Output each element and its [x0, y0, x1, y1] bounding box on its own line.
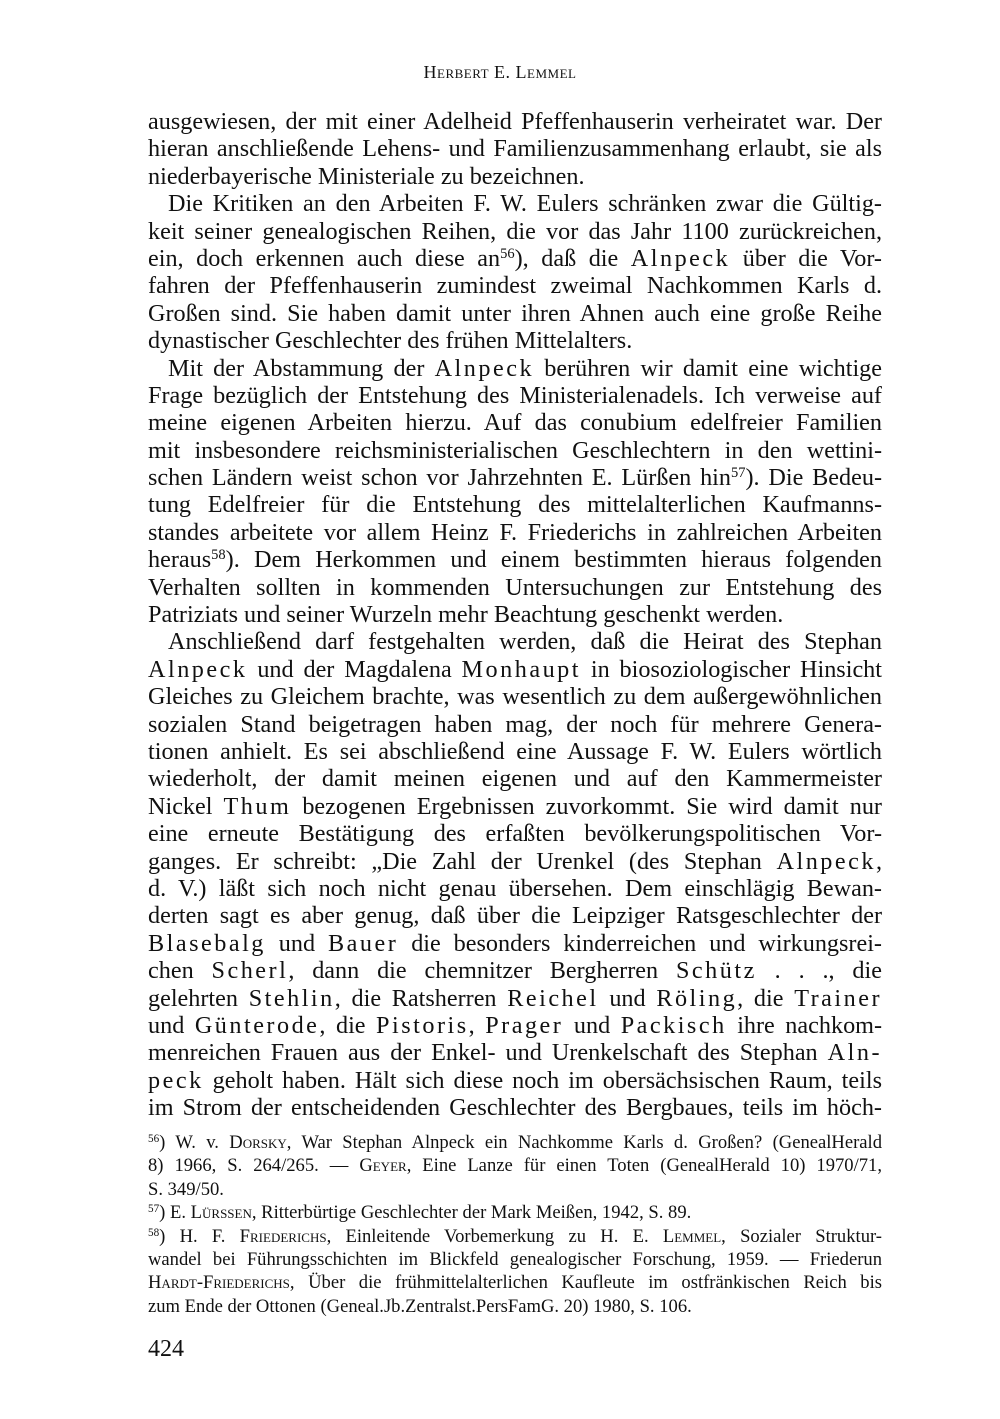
text-run: , — [468, 1011, 486, 1039]
footnote-ref: 58 — [211, 547, 226, 564]
text-run: ein, doch erkennen auch diese an — [148, 244, 501, 272]
text-run: ) W. v. — [159, 1132, 230, 1153]
text-line — [148, 1012, 882, 1039]
text-run: ), daß die — [514, 244, 631, 272]
text-line — [148, 300, 882, 327]
footnote-line — [148, 1295, 882, 1318]
text-run: wandel bei Führungsschichten im Blickfeld genealogischer Forschung, 1959. — Friederun — [148, 1248, 882, 1270]
text-run: ihre nachkom- — [726, 1011, 882, 1039]
footnote-line — [148, 1154, 882, 1177]
text-run: fahren der Pfeffenhauserin zumindest zweimal Nachkommen Karls d. — [148, 272, 882, 300]
text-run: Gleiches zu Gleichem brachte, was wesentlich zu dem außergewöhnlichen — [148, 683, 882, 711]
text-run: schen Ländern weist schon vor Jahrzehnten E. Lürßen hin — [148, 464, 731, 492]
spaced-name: Günterode — [194, 1011, 320, 1039]
text-line — [148, 546, 882, 573]
text-run: heraus — [148, 546, 212, 574]
author-name: Dorsky — [229, 1132, 287, 1153]
spaced-name: Aln- — [827, 1039, 882, 1067]
text-line — [148, 135, 882, 162]
text-line — [148, 875, 882, 902]
text-run: , Eine Lanze für einen Toten (GenealHerald 10) 1970/71, — [406, 1155, 882, 1177]
text-run: zum Ende der Ottonen (Geneal.Jb.Zentralst.PersFamG. 20) 1980, S. 106. — [148, 1295, 692, 1317]
text-line — [148, 930, 882, 957]
text-run: dynastischer Geschlechter des frühen Mittelalters. — [148, 327, 633, 355]
spaced-name: Prager — [485, 1011, 564, 1039]
text-line — [148, 218, 882, 245]
text-run: ). Die Bedeu- — [745, 464, 882, 492]
text-line — [148, 491, 882, 518]
text-run: Großen sind. Sie haben damit unter ihren Ahnen auch eine große Reihe — [148, 299, 882, 327]
text-run: wiederholt, der damit meinen eigenen und auf den Kammermeister — [148, 765, 882, 793]
text-line — [148, 738, 882, 765]
text-run: . . ., die — [756, 957, 882, 985]
text-line — [148, 765, 882, 792]
text-run: , dann die chemnitzer Bergherren — [288, 957, 676, 985]
footnote-ref: 56 — [500, 245, 515, 262]
text-line — [148, 601, 882, 628]
text-run: Mit der Abstammung der — [168, 354, 435, 382]
author-name: Friederichs — [239, 1225, 327, 1247]
text-run: ). Dem Herkommen und einem bestimmten hieraus folgenden — [225, 546, 882, 574]
text-line — [148, 163, 882, 190]
spaced-name: peck — [148, 1066, 204, 1094]
text-line — [148, 656, 882, 683]
text-line — [148, 711, 882, 738]
spaced-name: Stehlin — [248, 984, 335, 1012]
text-line — [148, 902, 882, 929]
text-run: ganges. Er schreibt: „Die Zahl der Urenkel (des Stephan — [148, 847, 777, 875]
spaced-name: Reichel — [507, 984, 599, 1012]
spaced-name: Thum — [223, 792, 292, 820]
footnote-line — [148, 1271, 882, 1294]
footnote-line — [148, 1225, 882, 1248]
text-run: und — [148, 1011, 195, 1039]
text-line — [148, 108, 882, 135]
text-run: und — [598, 984, 657, 1012]
spaced-name: Pistoris — [376, 1011, 469, 1039]
text-run: gelehrten — [148, 984, 249, 1012]
text-run: tung Edelfreier für die Entstehung des mittelalterlichen Kaufmanns- — [148, 491, 882, 519]
text-line — [148, 1067, 882, 1094]
text-run: die besonders kinderreichen und wirkungsrei- — [398, 929, 882, 957]
text-line — [148, 574, 882, 601]
author-name: Geyer — [359, 1155, 407, 1177]
body-text — [148, 108, 882, 1121]
text-run: , Ritterbürtige Geschlechter der Mark Meißen, 1942, S. 89. — [251, 1202, 692, 1224]
author-name: Lürssen — [190, 1202, 252, 1224]
text-run: menreichen Frauen aus der Enkel- und Urenkelschaft des Stephan — [148, 1039, 828, 1067]
text-run: und — [265, 929, 329, 957]
text-run: Patriziats und seiner Wurzeln mehr Beachtung geschenkt werden. — [148, 601, 784, 629]
spaced-name: Trainer — [794, 984, 882, 1012]
text-run: und — [563, 1011, 621, 1039]
text-run: hieran anschließende Lehens- und Familienzusammenhang erlaubt, sie als — [148, 135, 882, 163]
spaced-name: Alnpeck — [630, 244, 731, 272]
footnote-line — [148, 1178, 882, 1201]
text-line — [148, 272, 882, 299]
text-line — [148, 957, 882, 984]
text-run: Anschließend darf festgehalten werden, daß die Heirat des Stephan — [168, 628, 882, 656]
text-line — [148, 519, 882, 546]
text-run: Nickel — [148, 792, 224, 820]
footnote-ref: 57 — [148, 1203, 160, 1216]
text-run: , die — [737, 984, 795, 1012]
text-run: in biosoziologischer Hinsicht — [580, 655, 882, 683]
text-run: Frage bezüglich der Entstehung des Ministerialenadels. Ich verweise auf — [148, 381, 882, 409]
text-run: ausgewiesen, der mit einer Adelheid Pfeffenhauserin verheiratet war. Der — [148, 108, 882, 135]
footnote-ref: 56 — [148, 1132, 160, 1145]
footnotes — [148, 1131, 882, 1318]
text-line — [148, 409, 882, 436]
text-run: über die Vor- — [730, 244, 882, 272]
text-run: keit seiner genealogischen Reihen, die vor das Jahr 1100 zurückreichen, — [148, 217, 882, 245]
text-run: Die Kritiken an den Arbeiten F. W. Eulers schränken zwar die Gültig- — [168, 190, 882, 218]
text-run: sozialen Stand beigetragen haben mag, der noch für mehrere Genera- — [148, 710, 882, 738]
running-head: Herbert E. Lemmel — [423, 62, 577, 82]
text-run: S. 349/50. — [148, 1178, 224, 1200]
text-line — [148, 820, 882, 847]
text-run: und der Magdalena — [247, 655, 462, 683]
text-line — [148, 628, 882, 655]
text-line — [148, 464, 882, 491]
text-run: , Über die frühmittelalterlichen Kaufleute im ostfränkischen Reich bis — [289, 1272, 882, 1294]
text-run: niederbayerische Ministeriale zu bezeichnen. — [148, 162, 585, 190]
text-line — [148, 1094, 882, 1121]
text-run: standes arbeitete vor allem Heinz F. Friederichs in zahlreichen Arbeiten — [148, 518, 882, 546]
page-number: 424 — [148, 1336, 184, 1362]
text-line — [148, 848, 882, 875]
text-run: derten sagt es aber genug, daß über die Leipziger Ratsgeschlechter der — [148, 902, 882, 930]
spaced-name: Alnpeck — [148, 655, 248, 683]
spaced-name: Scherl — [211, 957, 289, 985]
text-run: d. V.) läßt sich noch nicht genau übersehen. Dem einschlägig Bewan- — [148, 874, 882, 902]
text-line — [148, 437, 882, 464]
text-line — [148, 190, 882, 217]
text-run: berühren wir damit eine wichtige — [534, 354, 882, 382]
text-run: bezogenen Ergebnissen zuvorkommt. Sie wird damit nur — [291, 792, 882, 820]
text-run: , die — [319, 1011, 377, 1039]
text-line — [148, 327, 882, 354]
text-run: , — [875, 847, 882, 875]
text-line — [148, 793, 882, 820]
text-run: ) E. — [159, 1202, 191, 1224]
spaced-name: Röling — [656, 984, 738, 1012]
footnote-line — [148, 1201, 882, 1224]
text-run: , Sozialer Struktur- — [721, 1225, 882, 1247]
spaced-name: Alnpeck — [434, 354, 535, 382]
text-line — [148, 245, 882, 272]
text-run: eine erneute Bestätigung des erfaßten bevölkerungspolitischen Vor- — [148, 820, 882, 848]
text-run: , die Ratsherren — [334, 984, 508, 1012]
text-line — [148, 355, 882, 382]
author-name: Hardt-Friederichs — [148, 1272, 290, 1294]
footnote-ref: 58 — [148, 1226, 160, 1239]
text-run: tionen anhielt. Es sei abschließend eine Aussage F. W. Eulers wörtlich — [148, 737, 882, 765]
spaced-name: Alnpeck — [776, 847, 876, 875]
text-run: chen — [148, 957, 212, 985]
spaced-name: Schütz — [675, 957, 757, 985]
footnote-line — [148, 1248, 882, 1271]
author-name: Lemmel — [662, 1225, 722, 1247]
text-run: mit insbesondere reichsministerialischen Geschlechtern in den wettini- — [148, 436, 882, 464]
footnote-line — [148, 1131, 882, 1154]
spaced-name: Bauer — [328, 929, 399, 957]
footnote-ref: 57 — [730, 465, 746, 482]
text-line — [148, 985, 882, 1012]
text-line — [148, 683, 882, 710]
text-run: ) H. F. — [159, 1225, 240, 1247]
text-run: , War Stephan Alnpeck ein Nachkomme Karls d. Großen? (GenealHerald — [286, 1132, 882, 1153]
text-run: 8) 1966, S. 264/265. — — [148, 1155, 360, 1177]
spaced-name: Packisch — [620, 1011, 727, 1039]
text-run: geholt haben. Hält sich diese noch im obersächsischen Raum, teils — [203, 1066, 882, 1094]
text-run: , Einleitende Vorbemerkung zu H. E. — [326, 1225, 663, 1247]
spaced-name: Monhaupt — [461, 655, 581, 683]
text-run: meine eigenen Arbeiten hierzu. Auf das conubium edelfreier Familien — [148, 409, 882, 437]
text-run: im Strom der entscheidenden Geschlechter des Bergbaues, teils im höch- — [148, 1094, 882, 1122]
text-run: Verhalten sollten in kommenden Untersuchungen zur Entstehung des — [148, 573, 882, 601]
text-line — [148, 1039, 882, 1066]
spaced-name: Blasebalg — [148, 929, 266, 957]
text-line — [148, 382, 882, 409]
